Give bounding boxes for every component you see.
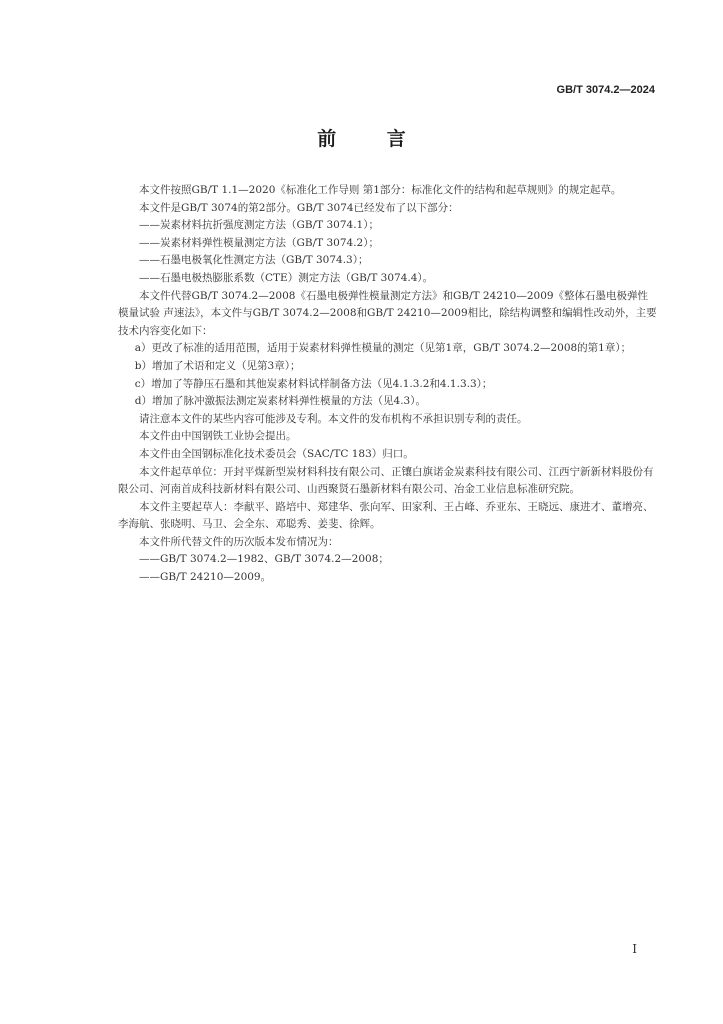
page-number: I [632, 942, 637, 956]
paragraph-drafting-rules: 本文件按照GB/T 1.1—2020《标准化工作导则 第1部分：标准化文件的结构和起草规则》的规定起草。 [139, 184, 622, 196]
part-list-item-4: ——石墨电极热膨胀系数（CTE）测定方法（GB/T 3074.4）。 [139, 271, 434, 284]
change-item-c: c）增加了等静压石墨和其他炭素材料试样制备方法（见4.1.3.2和4.1.3.3）； [134, 377, 493, 390]
paragraph-part-intro: 本文件是GB/T 3074的第2部分。GB/T 3074已经发布了以下部分： [139, 201, 459, 214]
foreword-body [118, 182, 658, 587]
paragraph-committee: 本文件由全国钢标准化技术委员会（SAC/TC 183）归口。 [139, 447, 414, 460]
paragraph-patent-notice: 请注意本文件的某些内容可能涉及专利。本文件的发布机构不承担识别专利的责任。 [139, 412, 528, 425]
part-list-item-2: ——炭素材料弹性模量测定方法（GB/T 3074.2）； [139, 236, 379, 249]
page-title: 前 言 [317, 128, 428, 150]
change-item-d: d）增加了脉冲激振法测定炭素材料弹性模量的方法（见4.3）。 [134, 395, 426, 408]
part-list-item-1: ——炭素材料抗折强度测定方法（GB/T 3074.1）； [139, 219, 379, 232]
paragraph-history-intro: 本文件所代替文件的历次版本发布情况为： [139, 535, 339, 548]
history-item-1: ——GB/T 3074.2—1982、GB/T 3074.2—2008； [139, 553, 389, 566]
paragraph-proposer: 本文件由中国钢铁工业协会提出。 [139, 430, 297, 443]
standard-code: GB/T 3074.2—2024 [556, 84, 655, 96]
history-item-2: ——GB/T 24210—2009。 [139, 571, 272, 584]
paragraph-drafting-units: 本文件起草单位：开封平煤新型炭材料科技有限公司、正镶白旗诺金炭素科技有限公司、江西宁新新材料股份有限公司、河南首成科技新材料有限公司、山西聚贤石墨新材料有限公司、冶金工业信息标准研究院。 [118, 465, 654, 496]
paragraph-replacement: 本文件代替GB/T 3074.2—2008《石墨电极弹性模量测定方法》和GB/T 24210—2009《整体石墨电极弹性模量试验 声速法》，本文件与GB/T 3074.2—2008和GB/T 24210—2009相比，除结构调整和编辑性改动外，主要技术内容变化如下： [118, 289, 657, 337]
change-item-b: b）增加了术语和定义（见第3章）； [134, 359, 301, 372]
paragraph-drafters: 本文件主要起草人：李献平、路培中、郑建华、张向军、田家利、王占峰、乔亚东、王晓远、康进才、董增亮、李海航、张晓明、马卫、会全东、邓聪秀、姜斐、徐辉。 [118, 500, 654, 531]
part-list-item-3: ——石墨电极氧化性测定方法（GB/T 3074.3）； [139, 254, 369, 267]
change-item-a: a）更改了标准的适用范围，适用于炭素材料弹性模量的测定（见第1章，GB/T 3074.2—2008的第1章）； [134, 342, 632, 355]
